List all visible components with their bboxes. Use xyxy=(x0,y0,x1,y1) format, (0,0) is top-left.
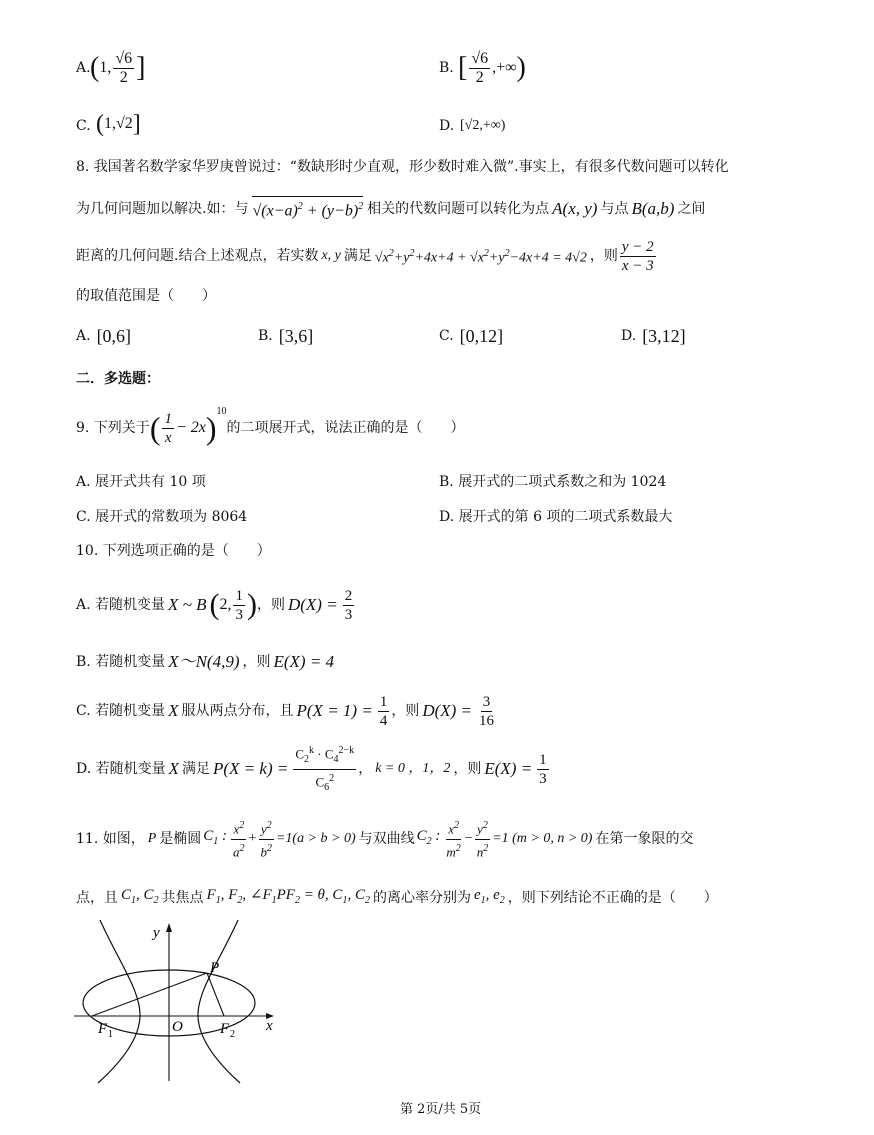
q10-a-mid: ，则 xyxy=(256,597,285,613)
q10-option-b: B. 若随机变量 X～N(4,9) ，则 E(X) = 4 xyxy=(76,652,335,671)
q11-line-2: 点，且 $C_1$, $C_2$ 共焦点 $F_1$, $F_2$, $\angle F_1PF_2 = \theta$, $C_1$, $C_2$ 的离心率分别为 $e_1$, $e_2$ ，则下列结论不正确的是（ ） xyxy=(76,887,718,906)
q8-option-d-value: [3,12] xyxy=(642,326,686,346)
q8-option-d xyxy=(621,326,686,346)
q7-option-b-math: [ $\frac{√6}{2}$ ,+∞ ) xyxy=(458,49,526,86)
q10-stem: 10. 下列选项正确的是（ ） xyxy=(76,543,271,559)
q10-option-a: A. 若随机变量 X ~ B ( 2, $\frac{1}{3}$ ) ，则 D(X) = $\frac{2}{3}$ xyxy=(76,587,353,623)
focus-f2-label: F xyxy=(220,1021,230,1037)
q8-line2-text-d: 之间 xyxy=(677,201,706,217)
q9-option-c: C. 展开式的常数项为 8064 xyxy=(76,509,248,525)
x-axis-label: x xyxy=(266,1018,273,1034)
q8-equation: $√x^2+y^2+4x+4 + √x^2+y^2-4x+4 = 4√2$ xyxy=(374,247,587,266)
q10-d-mid2: ， xyxy=(358,761,373,777)
q10-d-mid3: ，则 xyxy=(453,761,482,777)
q10-a-pre: A. 若随机变量 xyxy=(76,597,166,613)
q7-option-a-label: A. xyxy=(76,60,91,76)
q8-option-c xyxy=(439,326,503,346)
hyperbola-left-branch xyxy=(98,920,140,1083)
q8-line3-text-a: 距离的几何问题.结合上述观点，若实数 xyxy=(76,248,319,264)
q9-option-a: A. 展开式共有 10 项 xyxy=(76,474,206,490)
q11-ellipse-hyperbola-figure xyxy=(70,915,290,1085)
q10-c-mid: 服从两点分布，且 xyxy=(181,703,294,719)
y-axis-arrow xyxy=(166,923,172,932)
section-heading-multiple-choice: 二．多选题： xyxy=(76,371,160,387)
q8-option-c-label: C. xyxy=(439,328,454,344)
q10-d-k-values: k = 0 ，1，2 xyxy=(375,761,451,776)
q8-option-d-label: D. xyxy=(621,328,637,344)
q8-option-b xyxy=(258,326,313,346)
q8-option-c-value: [0,12] xyxy=(459,326,504,346)
q10-b-mid: ，则 xyxy=(242,654,271,670)
q7-option-a-math: ( 1, $\frac{√6}{2}$ ] xyxy=(90,49,146,86)
q8-line-3 xyxy=(76,234,658,278)
q8-line3-text-c: ，则 xyxy=(589,248,618,264)
q8-point-a: A(x, y) xyxy=(552,199,598,218)
q11-line-1: 11. 如图， P 是椭圆 $C_1$ : $\frac{x^2}{a^2}$ + $\frac{y^2}{b^2}$ =1(a > b > 0) 与双曲线 $C_2$ : $\frac{x^2}{m^2}$ − $\frac{y^2}{n^2}$ =1 (m > 0, n > 0) 在第一象限的交 xyxy=(76,816,693,862)
q8-option-a-value: [0,6] xyxy=(96,326,132,346)
q7-option-c-label: C. xyxy=(76,118,91,134)
q8-vars-xy: x, y xyxy=(321,248,341,263)
focus-f1-subscript: 1 xyxy=(108,1029,113,1040)
point-p-label: P xyxy=(210,960,220,976)
q7-option-b-label: B. xyxy=(439,60,454,76)
q8-distance-formula: $√(x-a)^2 + (y-b)^2$ xyxy=(252,196,363,221)
q8-option-a xyxy=(76,326,131,346)
focus-f1-label: F xyxy=(98,1021,108,1037)
hyperbola-right-branch xyxy=(198,920,240,1083)
q11-l2b: 共焦点 xyxy=(161,890,204,906)
q8-point-b: B(a,b) xyxy=(631,199,675,218)
q8-option-a-label: A. xyxy=(76,328,91,344)
q10-c-mid2: ，则 xyxy=(391,703,420,719)
q9-stem-b: 的二项展开式，说法正确的是（ ） xyxy=(226,420,465,436)
q9-stem-a: 9. 下列关于 xyxy=(76,420,150,436)
q11-l1b: 是椭圆 xyxy=(159,831,202,847)
q8-line2-text-b: 相关的代数问题可以转化为点 xyxy=(367,201,550,217)
q9-option-b: B. 展开式的二项式系数之和为 1024 xyxy=(439,474,667,490)
q10-b-pre: B. 若随机变量 xyxy=(76,654,166,670)
segment-p-f2 xyxy=(207,973,224,1016)
q11-l1d: 在第一象限的交 xyxy=(595,831,694,847)
q7-option-d-math: [√2,+∞) xyxy=(460,118,506,133)
q7-option-d-label: D. xyxy=(439,118,455,134)
q8-line3-text-b: 满足 xyxy=(343,248,372,264)
q8-option-b-label: B. xyxy=(258,328,273,344)
q8-fraction: $\frac{y - 2}{x - 3}$ xyxy=(621,238,654,274)
q9-option-d: D. 展开式的第 6 项的二项式系数最大 xyxy=(439,509,673,525)
q9-stem: 9. 下列关于 ( $\frac{1}{x}$ − 2x ) 10 的二项展开式，说法正确的是（ ） xyxy=(76,406,465,446)
q11-l1a: 11. 如图， xyxy=(76,831,145,847)
q11-l2a: 点，且 xyxy=(76,890,118,906)
q11-l2c: 的离心率分别为 xyxy=(372,890,471,906)
q10-option-d: D. 若随机变量 X 满足 P(X = k) = $\frac{C_2^k \cdot C_4^{2-k}}{C_6^2}$ ， k = 0 ，1，2 ，则 E(X) = $\frac{1}{3}$ xyxy=(76,744,551,794)
q8-line2-text-c: 与点 xyxy=(600,201,629,217)
q8-line2-text-a: 为几何问题加以解决.如：与 xyxy=(76,201,249,217)
page-footer: 第 2页/共 5页 xyxy=(400,1102,482,1117)
q7-option-c-math: ( 1,√2 ] xyxy=(96,111,141,137)
q10-d-pre: D. 若随机变量 xyxy=(76,761,166,777)
q8-option-b-value: [3,6] xyxy=(278,326,314,346)
q10-d-mid: 满足 xyxy=(182,761,211,777)
q8-line-4: 的取值范围是（ ） xyxy=(76,288,216,304)
q10-option-c: C. 若随机变量 X 服从两点分布，且 P(X = 1) = $\frac{1}{4}$ ，则 D(X) = $\frac{3}{16}$ xyxy=(76,693,495,729)
q11-l2d: ，则下列结论不正确的是（ ） xyxy=(507,890,718,906)
origin-label: O xyxy=(172,1019,183,1035)
q10-c-pre: C. 若随机变量 xyxy=(76,703,166,719)
y-axis-label: y xyxy=(153,925,160,941)
q8-line-2 xyxy=(76,196,705,222)
focus-f2-subscript: 2 xyxy=(230,1029,235,1040)
q11-l1c: 与双曲线 xyxy=(358,831,415,847)
q8-line-1: 8. 我国著名数学家华罗庚曾说过：“数缺形时少直观，形少数时难入微”.事实上，有很多代数问题可以转化 xyxy=(76,159,729,175)
